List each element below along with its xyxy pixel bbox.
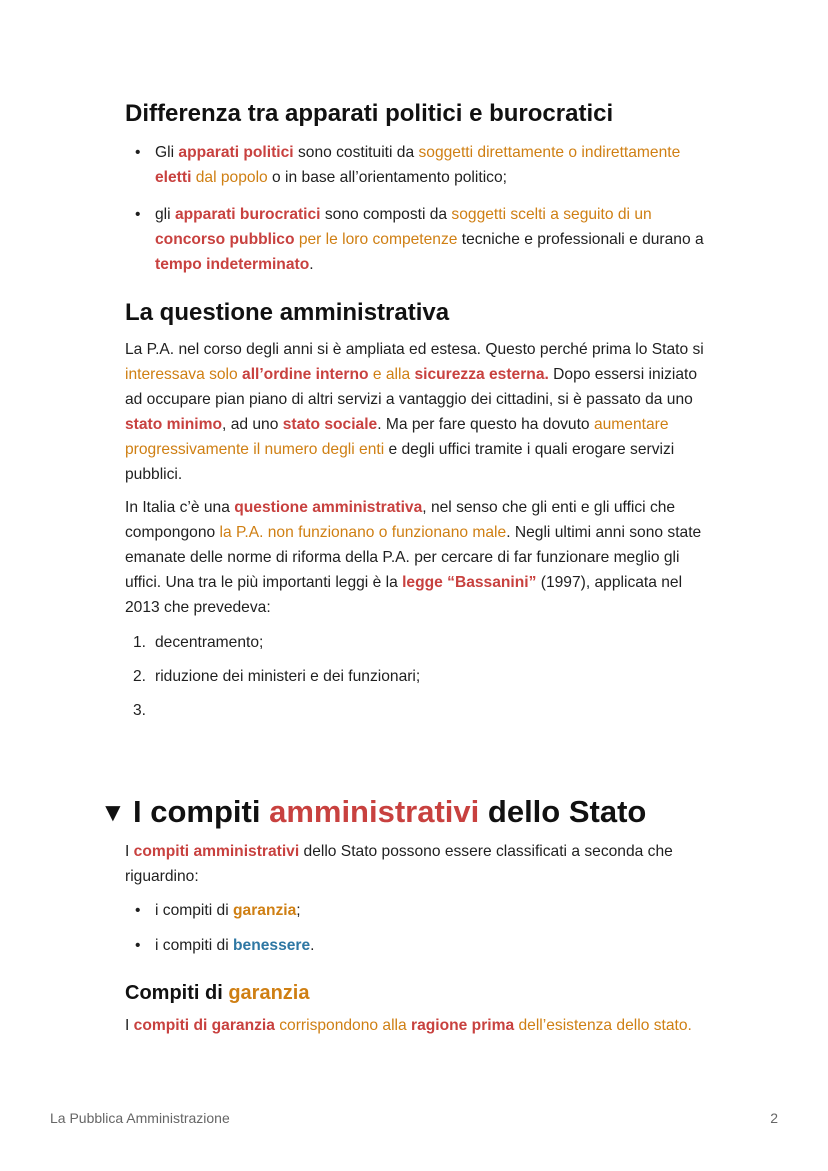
text-run: dello Stato <box>479 794 647 829</box>
list-item <box>125 140 715 190</box>
text-run: soggetti scelti a seguito di un <box>451 206 652 223</box>
text-run: benessere <box>233 937 311 954</box>
text-run: Dopo essersi iniziato ad occupare pian piano di altri servizi a vantaggio dei cittadini, si è passato da uno <box>125 366 698 408</box>
paragraph-questione-1 <box>125 337 715 487</box>
text-run: compiti amministrativi <box>133 843 300 860</box>
text-run: per le loro competenze <box>294 231 458 248</box>
subsection-title-garanzia <box>125 982 309 1005</box>
text-run: , ad uno <box>222 416 283 433</box>
text-run: e alla <box>368 366 415 383</box>
text-run: apparati burocratici <box>174 206 321 223</box>
text-run: I <box>125 843 134 860</box>
text-run: dell’esistenza dello stato. <box>514 1017 692 1034</box>
text-run: concorso pubblico <box>155 231 295 248</box>
section-title-questione: La questione amministrativa <box>125 299 450 326</box>
compiti-list <box>125 898 715 958</box>
paragraph-questione-2 <box>125 495 715 620</box>
list-item <box>125 898 715 923</box>
text-run: I compiti <box>133 794 270 829</box>
page-number: 2 <box>770 1110 778 1126</box>
text-run: soggetti direttamente o indirettamente <box>418 144 681 161</box>
text-run: e degli uffici tramite i quali erogare servizi pubblici. <box>125 441 675 483</box>
section-title-apparati: Differenza tra apparati politici e burocratici <box>125 100 614 127</box>
text-run: stato minimo <box>125 416 223 433</box>
text-run: Compiti di <box>125 982 229 1004</box>
text-run: aumentare progressivamente il numero degli enti <box>125 416 669 458</box>
text-run: gli <box>155 206 175 223</box>
bassanini-list: 1. decentramento; 2. riduzione dei ministeri e dei funzionari; 3. <box>125 630 715 698</box>
text-run: La P.A. nel corso degli anni si è ampliata ed estesa. Questo perché prima lo Stato si <box>125 341 704 358</box>
text-run: legge “Bassanini” <box>402 574 537 591</box>
text-run: i compiti di <box>155 902 233 919</box>
text-run: sono composti da <box>320 206 452 223</box>
text-run: ; <box>296 902 301 919</box>
text-run: . Ma per fare questo ha dovuto <box>377 416 594 433</box>
text-run: all’ordine interno <box>242 366 369 383</box>
text-run: garanzia <box>233 902 297 919</box>
text-run: apparati politici <box>178 144 294 161</box>
text-run: . <box>309 256 314 273</box>
list-item <box>125 933 715 958</box>
text-run: interessava solo <box>125 366 243 383</box>
text-run: i compiti di <box>155 937 233 954</box>
text-run: , nel senso che gli enti e gli uffici che compongono <box>125 499 676 541</box>
text-run: corrispondono alla <box>274 1017 412 1034</box>
text-run: o in base all’orientamento politico; <box>267 169 507 186</box>
text-run: amministrativi <box>269 794 480 829</box>
section-title-compiti <box>133 794 646 830</box>
text-run: In Italia c’è una <box>125 499 235 516</box>
list-item: 2. riduzione dei ministeri e dei funzionari; <box>133 668 421 685</box>
list-item <box>125 202 715 277</box>
text-run: Gli <box>155 144 179 161</box>
text-run: . <box>310 937 315 954</box>
footer-title: La Pubblica Amministrazione <box>50 1110 230 1126</box>
text-run: tempo indeterminato <box>155 256 310 273</box>
text-run: garanzia <box>228 982 310 1004</box>
text-run: dal popolo <box>191 169 268 186</box>
text-run: eletti <box>155 169 192 186</box>
toggle-triangle-icon[interactable]: ▼ <box>100 797 126 827</box>
text-run: la P.A. non funzionano o funzionano male <box>219 524 507 541</box>
text-run: stato sociale <box>282 416 378 433</box>
text-run: (1997), applicata nel 2013 che prevedeva: <box>125 574 683 616</box>
paragraph-garanzia <box>125 1013 715 1038</box>
text-run: sono costituiti da <box>293 144 419 161</box>
text-run: questione amministrativa <box>234 499 423 516</box>
list-item: 1. decentramento; <box>133 634 264 651</box>
apparati-list <box>125 140 715 277</box>
text-run: ragione prima <box>411 1017 515 1034</box>
text-run: sicurezza esterna. <box>414 366 549 383</box>
text-run: tecniche e professionali e durano a <box>457 231 704 248</box>
text-run: I <box>125 1017 134 1034</box>
text-run: compiti di garanzia <box>133 1017 275 1034</box>
text-run: dello Stato possono essere classificati a seconda che riguardino: <box>125 843 673 885</box>
paragraph-compiti-intro <box>125 839 715 889</box>
text-run: . Negli ultimi anni sono state emanate delle norme di riforma della P.A. per cercare di far funzionare meglio gli uffici. Una tra le più importanti leggi è la <box>125 524 702 591</box>
